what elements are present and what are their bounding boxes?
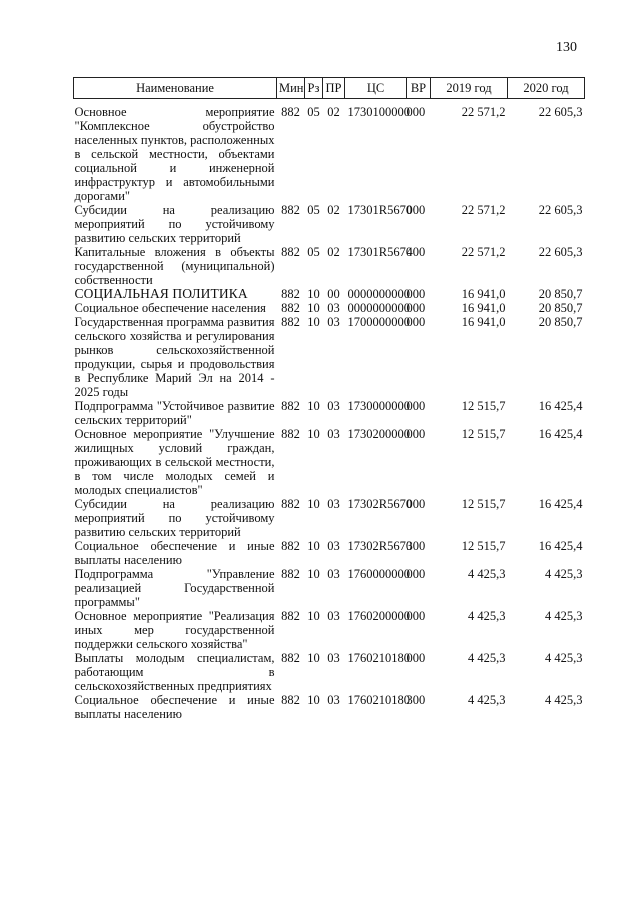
row-min: 882 [281,105,300,119]
row-rz: 10 [307,693,320,707]
row-min: 882 [281,497,300,511]
row-cs: 0000000000 [347,301,410,315]
row-name: Субсидии на реализацию мероприятий по устойчивому развитию сельских территорий [74,203,275,245]
row-name: Субсидии на реализацию мероприятий по устойчивому развитию сельских территорий [74,497,275,539]
row-cs: 1730100000 [347,105,410,119]
row-pr: 03 [327,315,340,329]
table-row [74,245,585,287]
row-vr: 000 [406,567,426,581]
row-rz: 10 [307,427,320,441]
row-2019: 16 941,0 [461,287,506,301]
row-rz: 10 [307,301,320,315]
row-rz: 10 [307,287,320,301]
table-row [74,427,585,497]
row-pr: 03 [327,427,340,441]
row-cs: 1760210180 [347,693,410,707]
row-pr: 02 [327,203,340,217]
header-cs: ЦС [345,78,407,99]
row-name: Основное мероприятие "Комплексное обустройство населенных пунктов, расположенных в сельской местности, объектами социальной и инженерной инфраструктур и автомобильными дорогами" [74,105,275,203]
row-cs: 17302R5670 [347,539,413,553]
row-vr: 000 [406,427,426,441]
row-2019: 22 571,2 [461,105,506,119]
header-2019: 2019 год [431,78,508,99]
row-name: Капитальные вложения в объекты государственной (муниципальной) собственности [74,245,275,287]
row-name: СОЦИАЛЬНАЯ ПОЛИТИКА [74,286,248,301]
row-vr: 000 [406,105,426,119]
row-min: 882 [281,693,300,707]
row-rz: 05 [307,245,320,259]
row-name: Выплаты молодым специалистам, работающим в сельскохозяйственных предприятиях [74,651,275,693]
table-header [74,78,585,99]
row-name: Подпрограмма "Устойчивое развитие сельских территорий" [74,399,275,427]
row-pr: 03 [327,567,340,581]
row-2019: 22 571,2 [461,203,506,217]
row-cs: 1730200000 [347,427,410,441]
row-cs: 1760210180 [347,651,410,665]
header-name: Наименование [74,78,277,99]
header-pr: ПР [323,78,345,99]
row-min: 882 [281,287,300,301]
row-min: 882 [281,245,300,259]
row-rz: 10 [307,399,320,413]
row-name: Социальное обеспечение населения [74,301,266,315]
row-cs: 17301R5670 [347,245,413,259]
table-row [74,609,585,651]
table-row [74,539,585,567]
row-2020: 20 850,7 [538,287,583,301]
row-pr: 03 [327,497,340,511]
row-vr: 000 [406,651,426,665]
row-2020: 20 850,7 [538,315,583,329]
row-cs: 1760000000 [347,567,410,581]
row-vr: 000 [406,315,426,329]
row-2019: 12 515,7 [461,399,506,413]
row-rz: 10 [307,539,320,553]
row-pr: 03 [327,651,340,665]
budget-table [73,77,585,721]
table-row [74,203,585,245]
row-min: 882 [281,203,300,217]
row-vr: 300 [406,693,426,707]
row-vr: 000 [406,609,426,623]
row-vr: 000 [406,287,426,301]
table-row [74,651,585,693]
row-name: Социальное обеспечение и иные выплаты населению [74,539,275,567]
table-row [74,287,585,301]
row-2019: 16 941,0 [461,301,506,315]
row-name: Государственная программа развития сельского хозяйства и регулирования рынков сельскохозяйственной продукции, сырья и продовольствия в Республике Марий Эл на 2014 - 2025 годы [74,315,275,399]
row-2019: 4 425,3 [468,651,506,665]
row-2019: 4 425,3 [468,567,506,581]
row-min: 882 [281,427,300,441]
row-2020: 16 425,4 [538,399,583,413]
row-rz: 05 [307,203,320,217]
table-row [74,497,585,539]
row-cs: 17301R5670 [347,203,413,217]
row-pr: 00 [327,287,340,301]
row-vr: 000 [406,399,426,413]
row-rz: 10 [307,567,320,581]
row-2020: 4 425,3 [545,609,583,623]
row-2019: 4 425,3 [468,609,506,623]
row-name: Основное мероприятие "Реализация иных мер государственной поддержки сельского хозяйства" [74,609,275,651]
row-cs: 1730000000 [347,399,410,413]
row-name: Подпрограмма "Управление реализацией Государственной программы" [74,567,275,609]
row-rz: 10 [307,497,320,511]
table-row [74,693,585,721]
header-rz: Рз [305,78,323,99]
row-vr: 400 [406,245,426,259]
row-2020: 4 425,3 [545,693,583,707]
row-rz: 10 [307,609,320,623]
header-min: Мин [277,78,305,99]
table-row [74,301,585,315]
row-2020: 20 850,7 [538,301,583,315]
row-2020: 22 605,3 [538,245,583,259]
row-2020: 4 425,3 [545,567,583,581]
row-2019: 12 515,7 [461,539,506,553]
table-row [74,99,585,204]
row-vr: 000 [406,301,426,315]
row-2020: 16 425,4 [538,497,583,511]
row-2019: 16 941,0 [461,315,506,329]
row-2020: 22 605,3 [538,105,583,119]
row-pr: 03 [327,693,340,707]
header-2020: 2020 год [508,78,585,99]
row-min: 882 [281,567,300,581]
header-vr: ВР [407,78,431,99]
row-min: 882 [281,315,300,329]
row-name: Социальное обеспечение и иные выплаты населению [74,693,275,721]
table-body [74,99,585,722]
row-2020: 16 425,4 [538,427,583,441]
row-2019: 4 425,3 [468,693,506,707]
row-cs: 0000000000 [347,287,410,301]
row-min: 882 [281,301,300,315]
row-2020: 22 605,3 [538,203,583,217]
row-min: 882 [281,651,300,665]
row-2019: 22 571,2 [461,245,506,259]
page-number: 130 [556,40,577,55]
row-name: Основное мероприятие "Улучшение жилищных условий граждан, проживающих в сельской местности, в том числе молодых семей и молодых специалистов" [74,427,275,497]
row-min: 882 [281,399,300,413]
row-pr: 02 [327,245,340,259]
row-vr: 000 [406,497,426,511]
row-rz: 10 [307,315,320,329]
row-cs: 17302R5670 [347,497,413,511]
table-row [74,399,585,427]
row-min: 882 [281,609,300,623]
row-pr: 03 [327,301,340,315]
row-vr: 000 [406,203,426,217]
row-min: 882 [281,539,300,553]
row-rz: 05 [307,105,320,119]
row-pr: 03 [327,399,340,413]
row-rz: 10 [307,651,320,665]
row-2020: 4 425,3 [545,651,583,665]
row-2019: 12 515,7 [461,497,506,511]
row-cs: 1760200000 [347,609,410,623]
table-row [74,567,585,609]
table-row [74,315,585,399]
row-2019: 12 515,7 [461,427,506,441]
row-pr: 03 [327,609,340,623]
row-2020: 16 425,4 [538,539,583,553]
row-pr: 03 [327,539,340,553]
row-pr: 02 [327,105,340,119]
row-vr: 300 [406,539,426,553]
row-cs: 1700000000 [347,315,410,329]
